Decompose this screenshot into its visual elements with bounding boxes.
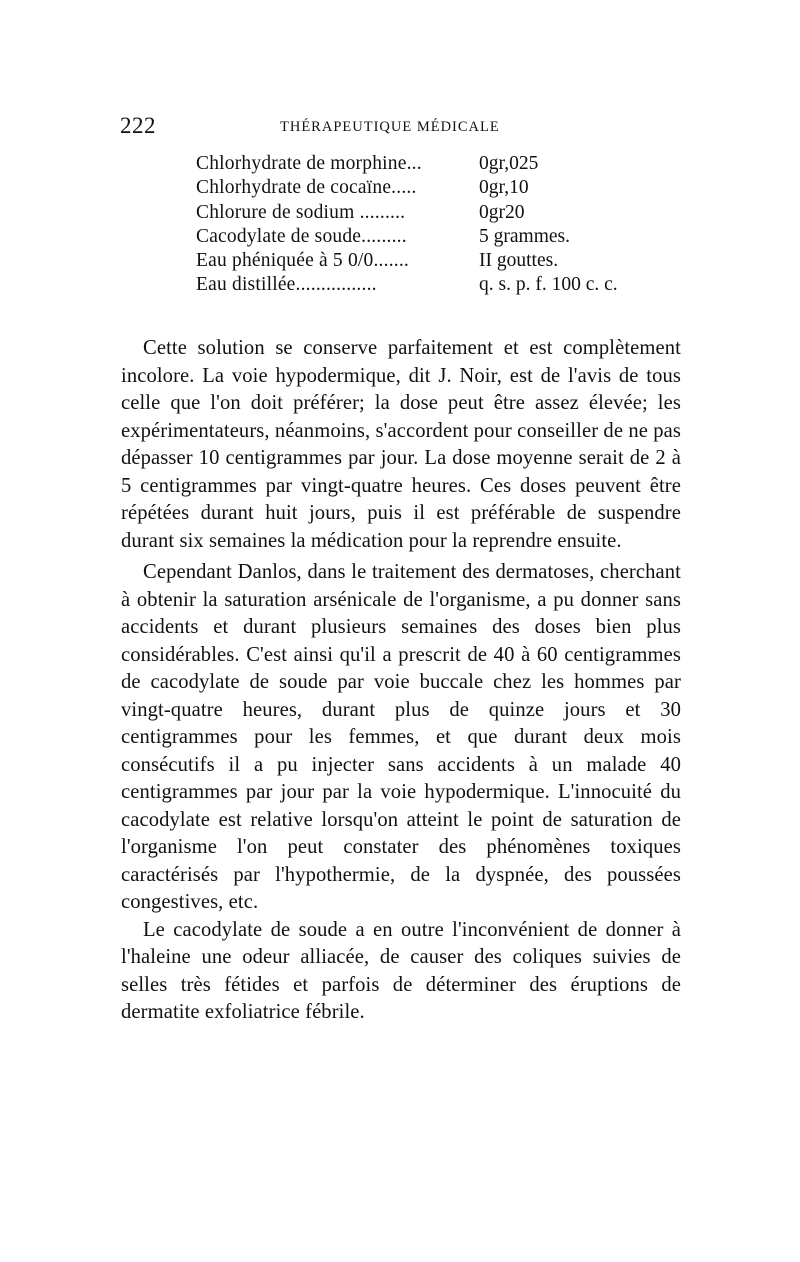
body-text [121,335,681,1027]
formula-ingredient: Chlorure de sodium ......... [196,201,406,223]
formula-ingredient: Chlorhydrate de morphine... [196,153,422,174]
formula-row [196,249,666,273]
formula-row [196,273,666,297]
formula-quantity: 0gr,10 [479,177,529,199]
prescription-formula [196,152,666,298]
formula-row [196,152,666,176]
formula-ingredient: Chlorhydrate de cocaïne..... [196,177,417,199]
running-title: THÉRAPEUTIQUE MÉDICALE [280,119,500,135]
formula-row [196,225,666,249]
formula-row [196,176,666,200]
formula-ingredient: Eau distillée................ [196,274,377,296]
formula-quantity: II gouttes. [479,250,559,272]
running-head [120,113,680,143]
formula-ingredient: Cacodylate de soude......... [196,225,407,247]
formula-quantity: 5 grammes. [479,225,570,247]
paragraph: Cette solution se conserve parfaitement et est complètement incolore. La voie hypodermique, dit J. Noir, est de l'avis de tous celle que l'on doit préférer; la dose peut être assez élevée; les expérimentateurs, néanmoins, s'accordent pour conseiller de ne pas dépasser 10 centigrammes par jour. La dose moyenne serait de 2 à 5 centigrammes par vingt-quatre heures. Ces doses peuvent être répétées durant huit jours, puis il est préférable de suspendre durant six semaines la médication pour la reprendre ensuite. [121,337,681,552]
formula-quantity: 0gr20 [479,201,525,223]
page-number: 222 [120,113,156,138]
paragraph: Le cacodylate de soude a en outre l'inconvénient de donner à l'haleine une odeur alliacée, de causer des coliques suivies de selles très fétides et parfois de déterminer des éruptions de dermatite exfoliatrice fébrile. [121,918,681,1023]
paragraph: Cependant Danlos, dans le traitement des dermatoses, cherchant à obtenir la saturation arsénicale de l'organisme, a pu donner sans accidents et durant plusieurs semaines des doses bien plus considérables. C'est ainsi qu'il a prescrit de 40 à 60 centigrammes de cacodylate de soude par voie buccale chez les hommes par vingt-quatre heures, durant plus de quinze jours et 30 centigrammes pour les femmes, et que durant deux mois consécutifs il a pu injecter sans accidents à un malade 40 centigrammes par jour par la voie hypodermique. L'innocuité du cacodylate est relative lorsqu'on atteint le point de saturation de l'organisme l'on peut constater des phénomènes toxiques caractérisés par l'hypothermie, de la dyspnée, des poussées congestives, etc. [121,561,681,913]
formula-row [196,201,666,225]
formula-quantity: 0gr,025 [479,153,539,174]
formula-ingredient: Eau phéniquée à 5 0/0....... [196,250,409,272]
formula-quantity: q. s. p. f. 100 c. c. [479,274,618,296]
